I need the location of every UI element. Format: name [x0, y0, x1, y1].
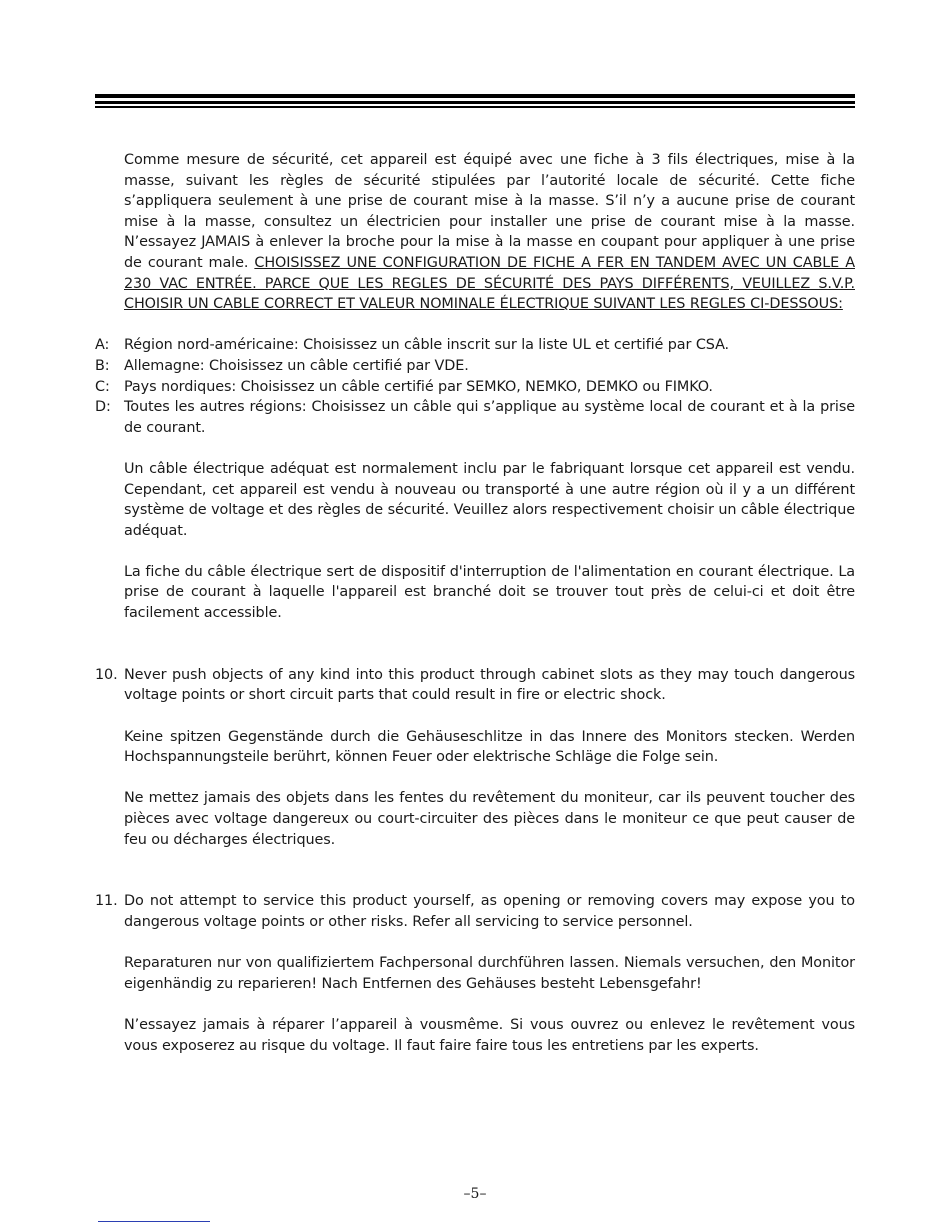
header-rule-thick	[95, 94, 855, 98]
region-text-a: Région nord-américaine: Choisissez un câble inscrit sur la liste UL et certifié par CSA.	[124, 337, 730, 354]
header-rule-thin	[95, 106, 855, 108]
item-11-marker: 11.	[95, 893, 118, 910]
region-text-b: Allemagne: Choisissez un câble certifié par VDE.	[124, 357, 469, 374]
spacer	[0, 933, 950, 954]
region-marker-a: A:	[95, 337, 110, 354]
region-text-c: Pays nordiques: Choisissez un câble certifié par SEMKO, NEMKO, DEMKO ou FIMKO.	[124, 378, 713, 395]
item-10-en-text: Never push objects of any kind into this product through cabinet slots as they may touch dangerous voltage points or short circuit parts that could result in fire or electric shock.	[124, 666, 855, 704]
spacer	[0, 315, 950, 336]
spacer	[0, 438, 950, 459]
region-text-d: Toutes les autres régions: Choisissez un câble qui s’applique au système local de courant et à la prise de courant.	[124, 399, 855, 436]
item-11-en	[0, 891, 855, 932]
spacer	[0, 706, 950, 727]
footer-link-underline	[98, 1221, 210, 1222]
fr-cable-included-paragraph: Un câble électrique adéquat est normalement inclu par le fabriquant lorsque cet appareil est vendu. Cependant, cet appareil est vendu à nouveau ou transporté à une autre région où il y a un différent système de voltage et des règles de sécurité. Veuillez alors respectivement choisir un câble électrique adéquat.	[124, 460, 855, 539]
item-10-marker: 10.	[95, 666, 118, 683]
header-rule-medium	[95, 101, 855, 104]
region-marker-c: C:	[95, 378, 110, 395]
region-item-a	[0, 335, 855, 356]
fr-plug-disconnect-paragraph: La fiche du câble électrique sert de dispositif d'interruption de l'alimentation en courant électrique. La prise de courant à laquelle l'appareil est branché doit se trouver tout près de celui-ci et doit être facilement accessible.	[124, 563, 855, 622]
fr-grounding-underlined-text: CHOISISSEZ UNE CONFIGURATION DE FICHE A FER EN TANDEM AVEC UN CABLE A 230 VAC ENTRÉE. PARCE QUE LES REGLES DE SÉCURITÉ DES PAYS DIFFÉRENTS, VEUILLEZ S.V.P. CHOISIR UN CABLE CORRECT ET VALEUR NOMINALE ÉLECTRIQUE SUIVANT LES REGLES CI-DESSOUS:	[124, 254, 855, 313]
item-10-fr-paragraph: Ne mettez jamais des objets dans les fentes du revêtement du moniteur, car ils peuvent toucher des pièces avec voltage dangereux ou court-circuiter des pièces dans le moniteur ce que peut causer de feu ou décharges électriques.	[124, 790, 855, 848]
spacer	[0, 541, 950, 562]
page-number: –5–	[463, 1186, 487, 1202]
page-content	[0, 150, 950, 1056]
spacer	[0, 768, 950, 789]
region-item-c	[0, 377, 855, 398]
fr-grounding-paragraph	[124, 150, 855, 315]
region-marker-b: B:	[95, 357, 110, 374]
fr-grounding-text: Comme mesure de sécurité, cet appareil est équipé avec une fiche à 3 fils électriques, mise à la masse, suivant les règles de sécurité stipulées par l’autorité locale de sécurité. Cette fiche s’appliquera seulement à une prise de courant mise à la masse. S’il n’y a aucune prise de courant mise à la masse, consultez un électricien pour installer une prise de courant mise à la masse. N’essayez JAMAIS à enlever la broche pour la mise à la masse en coupant pour appliquer à une prise de courant male.	[124, 152, 855, 271]
item-11-en-text: Do not attempt to service this product yourself, as opening or removing covers may expose you to dangerous voltage points or other risks. Refer all servicing to service personnel.	[124, 893, 855, 930]
spacer	[0, 850, 950, 891]
region-marker-d: D:	[95, 399, 111, 416]
region-item-d	[0, 397, 855, 438]
item-11-de-paragraph: Reparaturen nur von qualifiziertem Fachpersonal durchführen lassen. Niemals versuchen, den Monitor eigenhändig zu reparieren! Nach Entfernen des Gehäuses besteht Lebensgefahr!	[124, 955, 855, 992]
spacer	[0, 624, 950, 665]
item-10-en	[0, 665, 855, 706]
spacer	[0, 994, 950, 1015]
item-10-de-paragraph: Keine spitzen Gegenstände durch die Gehäuseschlitze in das Innere des Monitors stecken. Werden Hochspannungsteile berührt, können Feuer oder elektrische Schläge die Folge sein.	[124, 728, 855, 766]
item-11-fr-paragraph: N’essayez jamais à réparer l’appareil à vousmême. Si vous ouvrez ou enlevez le revêtement vous vous exposerez au risque du voltage. Il faut faire faire tous les entretiens par les experts.	[124, 1016, 855, 1054]
region-item-b	[0, 356, 855, 377]
